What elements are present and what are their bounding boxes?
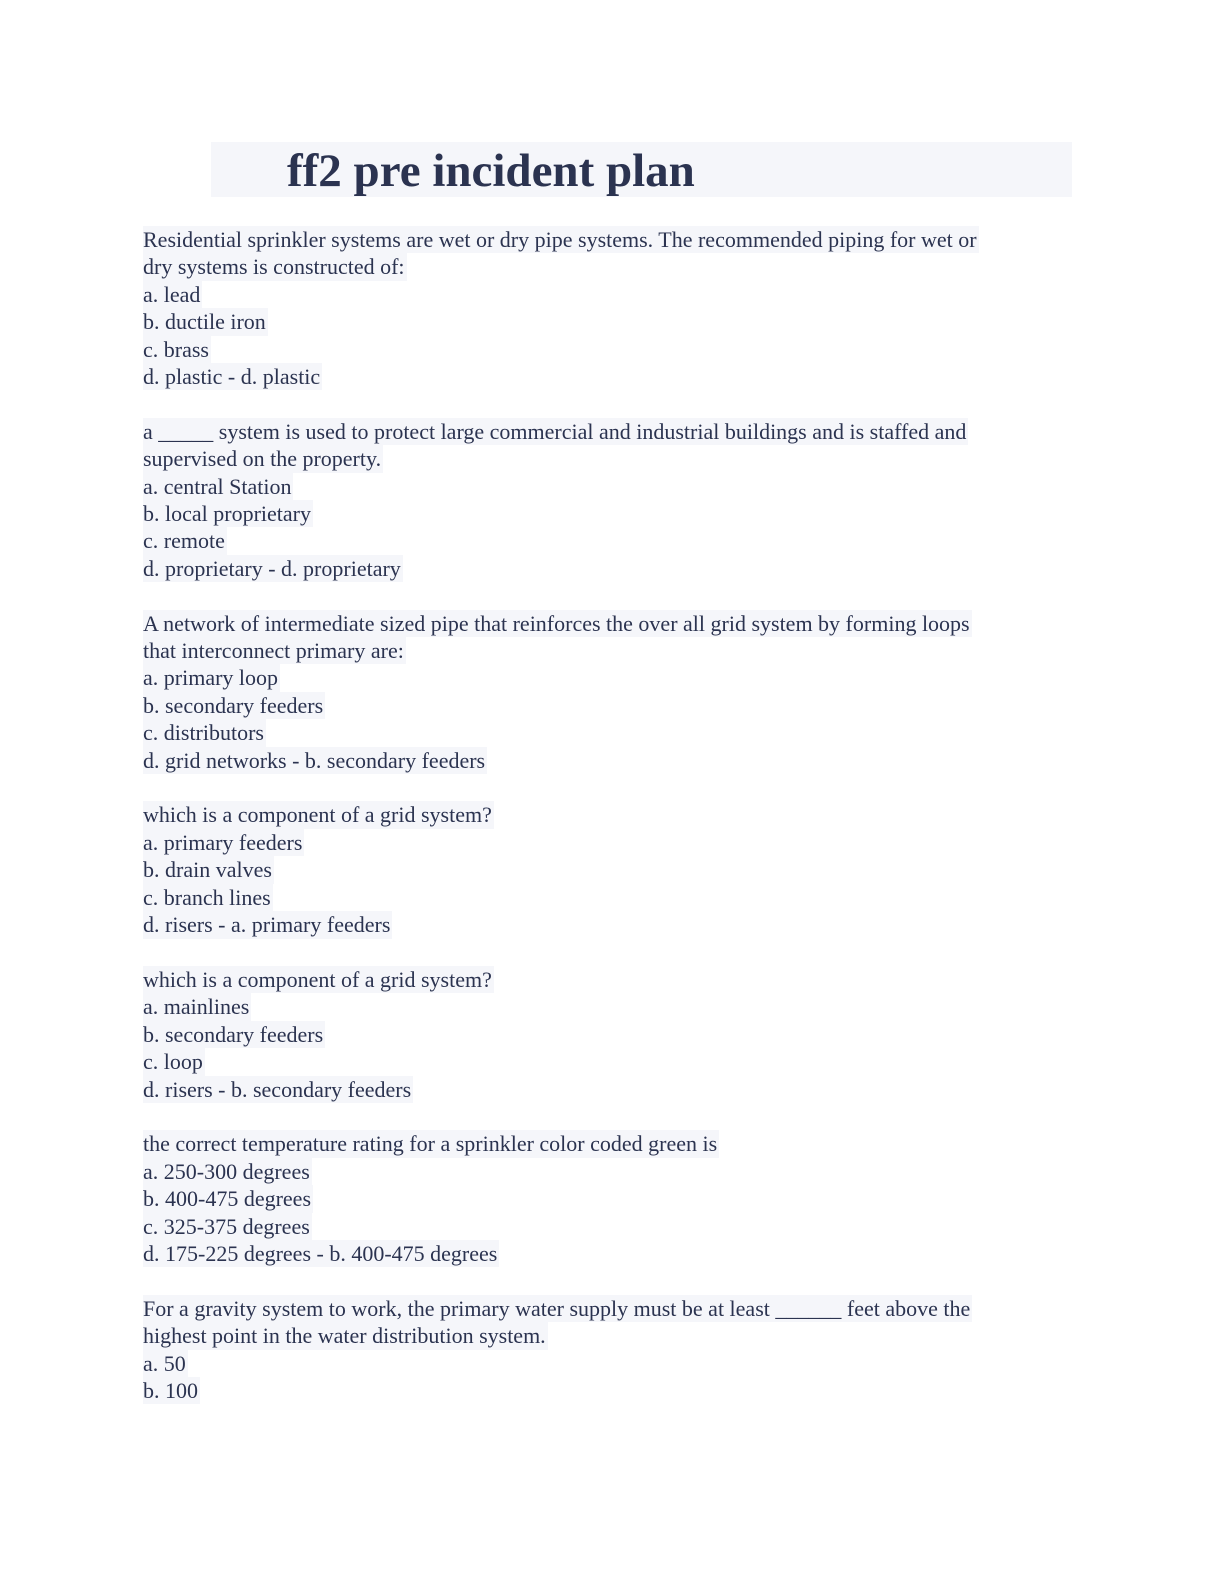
question-text-line: Residential sprinkler systems are wet or dry pipe systems. The recommended piping for wet or [143,227,977,252]
question-7 [143,1295,1063,1405]
answer-option: c. 325-375 degrees [143,1213,310,1239]
answer-option: c. brass [143,336,209,362]
answer-option: a. mainlines [143,994,250,1020]
answer-option: b. secondary feeders [143,1021,324,1047]
answer-option: c. distributors [143,720,264,746]
question-text-line: A network of intermediate sized pipe that reinforces the over all grid system by forming loops [143,610,970,636]
answer-option: b. drain valves [143,857,272,883]
answer-option-with-answer: d. proprietary - d. proprietary [143,555,401,581]
answer-option: c. loop [143,1049,203,1075]
title-band [211,142,1072,197]
answer-option-with-answer: d. plastic - d. plastic [143,364,321,390]
answer-option: b. secondary feeders [143,692,324,718]
answer-option-with-answer: d. risers - b. secondary feeders [143,1076,412,1102]
answer-option: b. 100 [143,1377,198,1403]
question-text-line: supervised on the property. [143,446,382,472]
answer-option: b. ductile iron [143,309,266,335]
question-text-line: which is a component of a grid system? [143,802,492,828]
question-6 [143,1130,1063,1267]
question-list [143,226,1063,1432]
question-text-line: which is a component of a grid system? [143,966,492,992]
answer-option: c. remote [143,528,225,554]
question-3 [143,610,1063,774]
question-text-line: highest point in the water distribution system. [143,1323,546,1349]
question-text-line: the correct temperature rating for a sprinkler color coded green is [143,1131,718,1157]
answer-option: a. primary feeders [143,829,303,855]
page-title: ff2 pre incident plan [287,145,695,197]
answer-option-with-answer: d. risers - a. primary feeders [143,912,391,938]
question-text-line: dry systems is constructed of: [143,254,405,280]
answer-option: b. 400-475 degrees [143,1186,312,1212]
answer-option: a. lead [143,281,201,307]
question-5 [143,966,1063,1103]
question-text-line: that interconnect primary are: [143,638,404,664]
question-2 [143,418,1063,582]
question-4 [143,801,1063,938]
answer-option: a. primary loop [143,665,279,691]
answer-option-with-answer: d. grid networks - b. secondary feeders [143,747,486,773]
answer-option: c. branch lines [143,884,271,910]
question-text-line: For a gravity system to work, the primary water supply must be at least ______ feet above the [143,1295,971,1321]
answer-option: b. local proprietary [143,501,311,527]
question-1 [143,226,1063,390]
answer-option: a. 250-300 degrees [143,1158,310,1184]
answer-option: a. central Station [143,473,292,499]
answer-option-with-answer: d. 175-225 degrees - b. 400-475 degrees [143,1240,498,1266]
question-text-line: a _____ system is used to protect large commercial and industrial buildings and is staffed and [143,418,967,444]
answer-option: a. 50 [143,1350,186,1376]
